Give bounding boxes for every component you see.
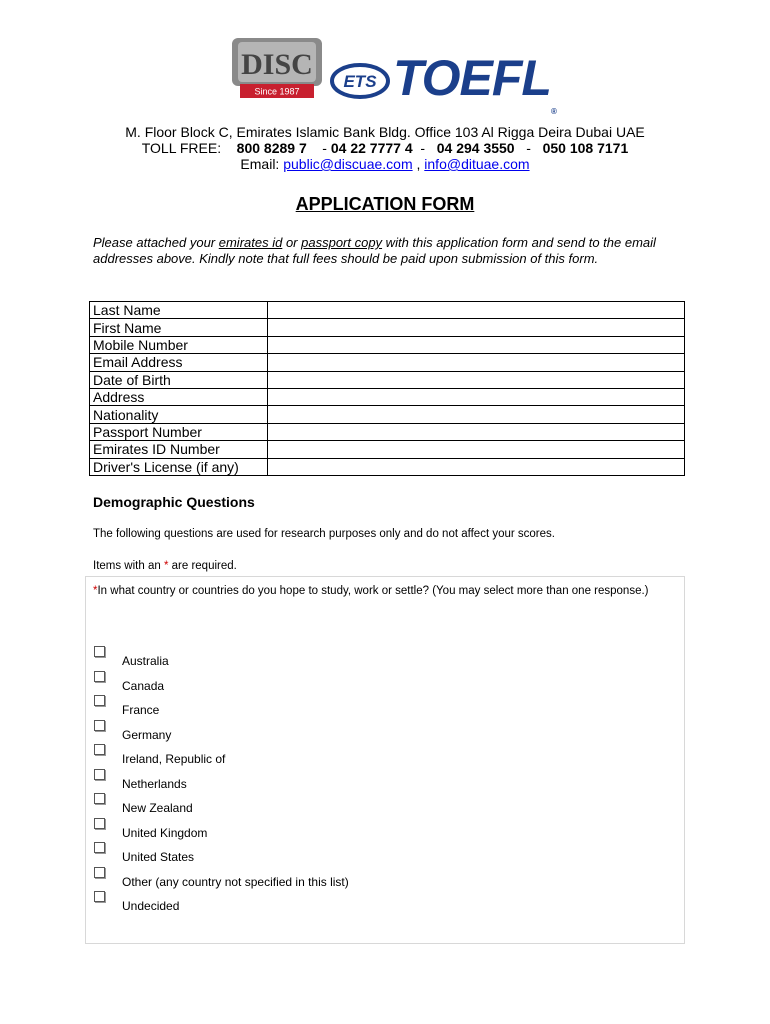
ets-text: ETS bbox=[343, 72, 377, 91]
country-option[interactable] bbox=[94, 744, 494, 769]
field-input[interactable] bbox=[268, 319, 685, 336]
field-label: Date of Birth bbox=[90, 371, 268, 388]
since-label: Since 1987 bbox=[254, 86, 300, 97]
contact-info bbox=[0, 124, 770, 172]
question-text: In what country or countries do you hope to study, work or settle? (You may select more than one response.) bbox=[97, 585, 649, 597]
field-input[interactable] bbox=[268, 371, 685, 388]
info-row bbox=[90, 458, 685, 475]
checkbox[interactable] bbox=[94, 646, 105, 657]
email-label: Email: bbox=[240, 156, 280, 172]
country-option[interactable] bbox=[94, 769, 494, 794]
required-note bbox=[93, 560, 237, 572]
country-option[interactable] bbox=[94, 646, 494, 671]
field-input[interactable] bbox=[268, 336, 685, 353]
personal-info-table bbox=[89, 301, 685, 476]
demographic-description: The following questions are used for research purposes only and do not affect your scores. bbox=[93, 528, 555, 540]
passport-copy-term: passport copy bbox=[301, 235, 383, 250]
intro-part: with this application form and send to the email addresses above. Kindly note that full fees should be paid upon submission of this form. bbox=[93, 235, 656, 266]
checkbox[interactable] bbox=[94, 891, 105, 902]
separator: - bbox=[322, 140, 327, 156]
phone-1: 800 8289 7 bbox=[236, 140, 307, 156]
ets-logo bbox=[330, 62, 392, 100]
info-row bbox=[90, 336, 685, 353]
question-required-star: * bbox=[93, 585, 98, 597]
country-option[interactable] bbox=[94, 671, 494, 696]
toefl-text: TOEFL bbox=[393, 50, 551, 106]
checkbox[interactable] bbox=[94, 867, 105, 878]
field-label: Nationality bbox=[90, 406, 268, 423]
checkbox[interactable] bbox=[94, 842, 105, 853]
country-option[interactable] bbox=[94, 891, 494, 916]
required-prefix: Items with an bbox=[93, 560, 164, 572]
toll-free-label: TOLL FREE: bbox=[141, 140, 222, 156]
checkbox[interactable] bbox=[94, 671, 105, 682]
email-separator: , bbox=[416, 156, 421, 172]
option-label: United Kingdom bbox=[122, 825, 208, 840]
option-label: Undecided bbox=[122, 899, 180, 913]
option-label: Germany bbox=[122, 727, 172, 742]
option-label: New Zealand bbox=[122, 801, 193, 815]
info-row bbox=[90, 371, 685, 388]
checkbox[interactable] bbox=[94, 769, 105, 780]
info-row bbox=[90, 441, 685, 458]
field-input[interactable] bbox=[268, 441, 685, 458]
info-row bbox=[90, 388, 685, 405]
disc-logo-text: DISC bbox=[241, 48, 313, 81]
field-label: Email Address bbox=[90, 354, 268, 371]
country-option[interactable] bbox=[94, 867, 494, 892]
phone-4: 050 108 7171 bbox=[542, 140, 629, 156]
checkbox[interactable] bbox=[94, 793, 105, 804]
email-line bbox=[0, 156, 770, 172]
field-label: Mobile Number bbox=[90, 336, 268, 353]
field-input[interactable] bbox=[268, 302, 685, 319]
country-options bbox=[94, 646, 494, 916]
option-label: Canada bbox=[122, 678, 165, 693]
info-row bbox=[90, 319, 685, 336]
emirates-id-term: emirates id bbox=[218, 235, 283, 250]
country-question bbox=[93, 584, 673, 598]
required-star: * bbox=[163, 560, 169, 572]
checkbox[interactable] bbox=[94, 695, 105, 706]
field-label: Last Name bbox=[90, 302, 268, 319]
option-label: Other (any country not specified in this list) bbox=[122, 874, 349, 889]
address-line: M. Floor Block C, Emirates Islamic Bank Bldg. Office 103 Al Rigga Deira Dubai UAE bbox=[125, 124, 645, 140]
option-label: Australia bbox=[122, 654, 169, 668]
field-input[interactable] bbox=[268, 406, 685, 423]
option-label: Netherlands bbox=[122, 776, 187, 791]
country-option[interactable] bbox=[94, 818, 494, 843]
info-row bbox=[90, 423, 685, 440]
email-link-info[interactable]: info@dituae.com bbox=[424, 156, 530, 172]
field-label: Passport Number bbox=[90, 423, 268, 440]
option-label: Ireland, Republic of bbox=[122, 752, 226, 766]
country-option[interactable] bbox=[94, 793, 494, 818]
field-input[interactable] bbox=[268, 388, 685, 405]
info-row bbox=[90, 302, 685, 319]
intro-part: or bbox=[282, 235, 302, 250]
page-title: APPLICATION FORM bbox=[295, 194, 475, 214]
registered-mark: ® bbox=[550, 107, 556, 116]
country-option[interactable] bbox=[94, 695, 494, 720]
phone-3: 04 294 3550 bbox=[436, 140, 515, 156]
field-input[interactable] bbox=[268, 423, 685, 440]
separator: - bbox=[420, 140, 426, 156]
toefl-logo bbox=[393, 48, 556, 116]
header-logos bbox=[228, 36, 556, 116]
disc-logo bbox=[228, 36, 326, 102]
option-label: France bbox=[122, 703, 160, 717]
checkbox[interactable] bbox=[94, 818, 105, 829]
required-suffix: are required. bbox=[168, 560, 237, 572]
intro-text bbox=[93, 235, 683, 267]
info-row bbox=[90, 354, 685, 371]
field-label: Address bbox=[90, 388, 268, 405]
option-label: United States bbox=[122, 850, 195, 864]
separator: - bbox=[526, 140, 531, 156]
field-label: First Name bbox=[90, 319, 268, 336]
field-label: Driver's License (if any) bbox=[90, 458, 268, 475]
field-input[interactable] bbox=[268, 354, 685, 371]
phone-line bbox=[0, 140, 770, 156]
field-input[interactable] bbox=[268, 458, 685, 475]
country-option[interactable] bbox=[94, 720, 494, 745]
checkbox[interactable] bbox=[94, 720, 105, 731]
phone-2: 04 22 7777 4 bbox=[330, 140, 413, 156]
checkbox[interactable] bbox=[94, 744, 105, 755]
info-row bbox=[90, 406, 685, 423]
country-option[interactable] bbox=[94, 842, 494, 867]
demographic-heading: Demographic Questions bbox=[93, 494, 255, 510]
field-label: Emirates ID Number bbox=[90, 441, 268, 458]
intro-part: Please attached your bbox=[93, 235, 219, 250]
email-link-public[interactable]: public@discuae.com bbox=[283, 156, 413, 172]
